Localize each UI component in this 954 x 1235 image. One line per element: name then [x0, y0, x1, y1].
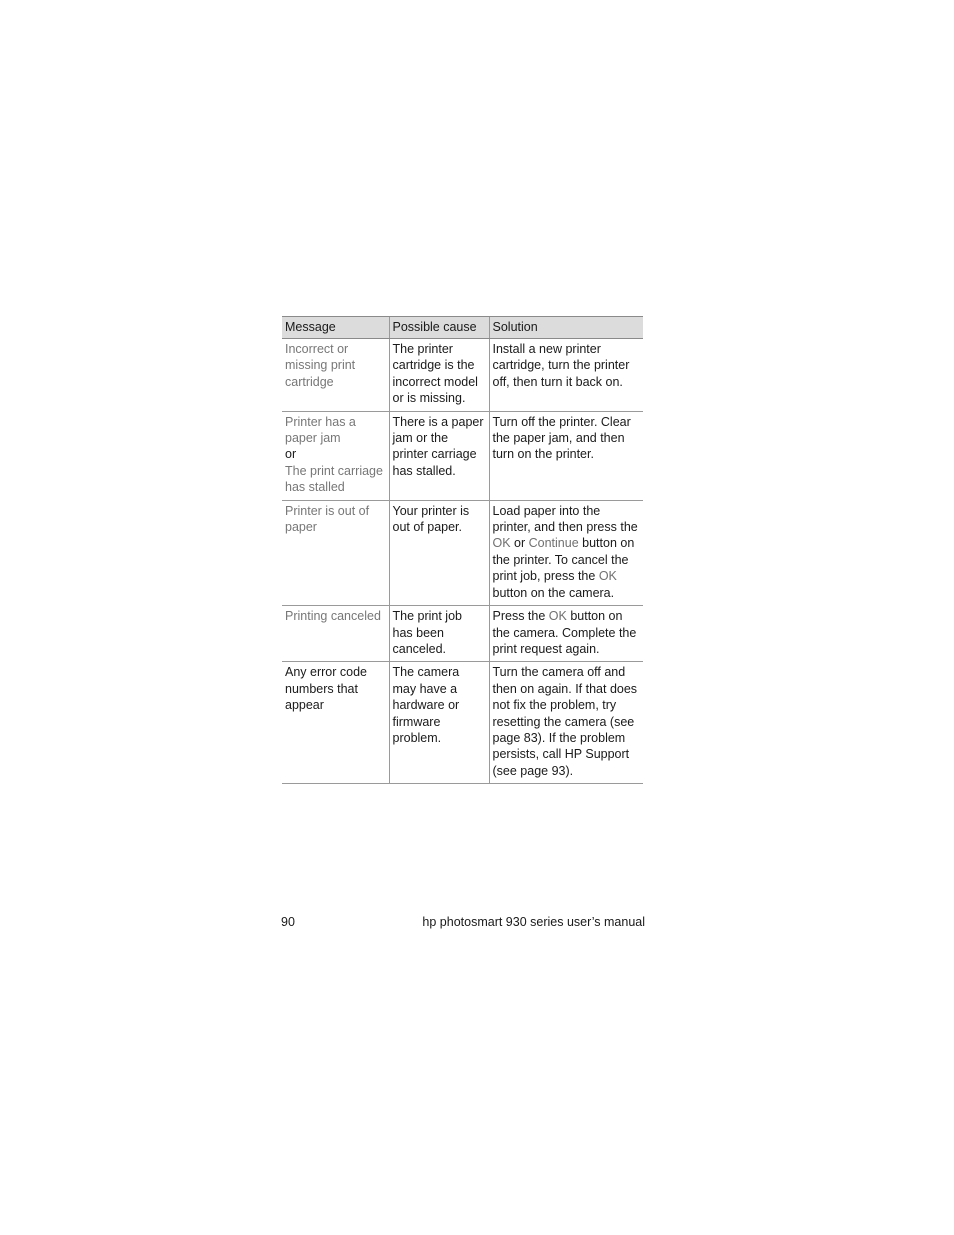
possible-cause-cell: The camera may have a hardware or firmware problem.: [389, 662, 489, 784]
table-row: [282, 662, 643, 784]
column-header-solution: Solution: [489, 317, 643, 339]
column-header-possible-cause: Possible cause: [389, 317, 489, 339]
table-row: [282, 606, 643, 662]
button-name-text: OK: [492, 536, 511, 551]
solution-cell: [489, 411, 643, 500]
solution-text: Turn off the printer. Clear the paper jam, and then turn on the printer.: [492, 414, 631, 462]
manual-title: hp photosmart 930 series user’s manual: [422, 915, 645, 929]
table-body: [282, 339, 643, 784]
solution-cell: [489, 606, 643, 662]
message-cell: [282, 662, 389, 784]
message-cell: [282, 411, 389, 500]
solution-cell: [489, 662, 643, 784]
message-text: The print carriage has stalled: [285, 463, 383, 495]
troubleshooting-table: [282, 316, 643, 784]
solution-text: button on the printer. To cancel the print job, press the: [492, 536, 635, 584]
solution-text: button on the camera. Complete the print request again.: [492, 609, 637, 656]
table-row: [282, 411, 643, 500]
solution-text: Turn the camera off and then on again. If that does not fix the problem, try resetting the camera (see page 83). If the problem persists, call HP Support (see page 93).: [492, 665, 638, 778]
solution-text: Load paper into the printer, and then press the: [492, 503, 638, 535]
message-text: or: [285, 447, 297, 462]
message-text: Printer has a paper jam: [285, 414, 356, 446]
solution-text: Install a new printer cartridge, turn the printer off, then turn it back on.: [492, 342, 630, 389]
message-text: Printer is out of paper: [285, 503, 370, 535]
message-cell: [282, 500, 389, 605]
button-name-text: Continue: [528, 536, 579, 551]
solution-text: button on the camera.: [492, 585, 615, 600]
message-cell: [282, 606, 389, 662]
table-header: [282, 317, 643, 339]
possible-cause-cell: The print job has been canceled.: [389, 606, 489, 662]
button-name-text: OK: [598, 569, 617, 584]
possible-cause-cell: There is a paper jam or the printer carriage has stalled.: [389, 411, 489, 500]
solution-cell: [489, 500, 643, 605]
message-text: Any error code numbers that appear: [285, 665, 367, 713]
message-text: Incorrect or missing print cartridge: [285, 342, 356, 389]
message-text: Printing canceled: [285, 609, 381, 624]
solution-text: Press the: [492, 609, 549, 624]
column-header-message: Message: [282, 317, 389, 339]
possible-cause-cell: The printer cartridge is the incorrect model or is missing.: [389, 339, 489, 412]
message-cell: [282, 339, 389, 412]
table-header-row: [282, 317, 643, 339]
button-name-text: OK: [548, 609, 567, 624]
possible-cause-cell: Your printer is out of paper.: [389, 500, 489, 605]
table-row: [282, 500, 643, 605]
table-row: [282, 339, 643, 412]
solution-cell: [489, 339, 643, 412]
solution-text: or: [510, 536, 529, 551]
page-number: 90: [281, 915, 295, 929]
